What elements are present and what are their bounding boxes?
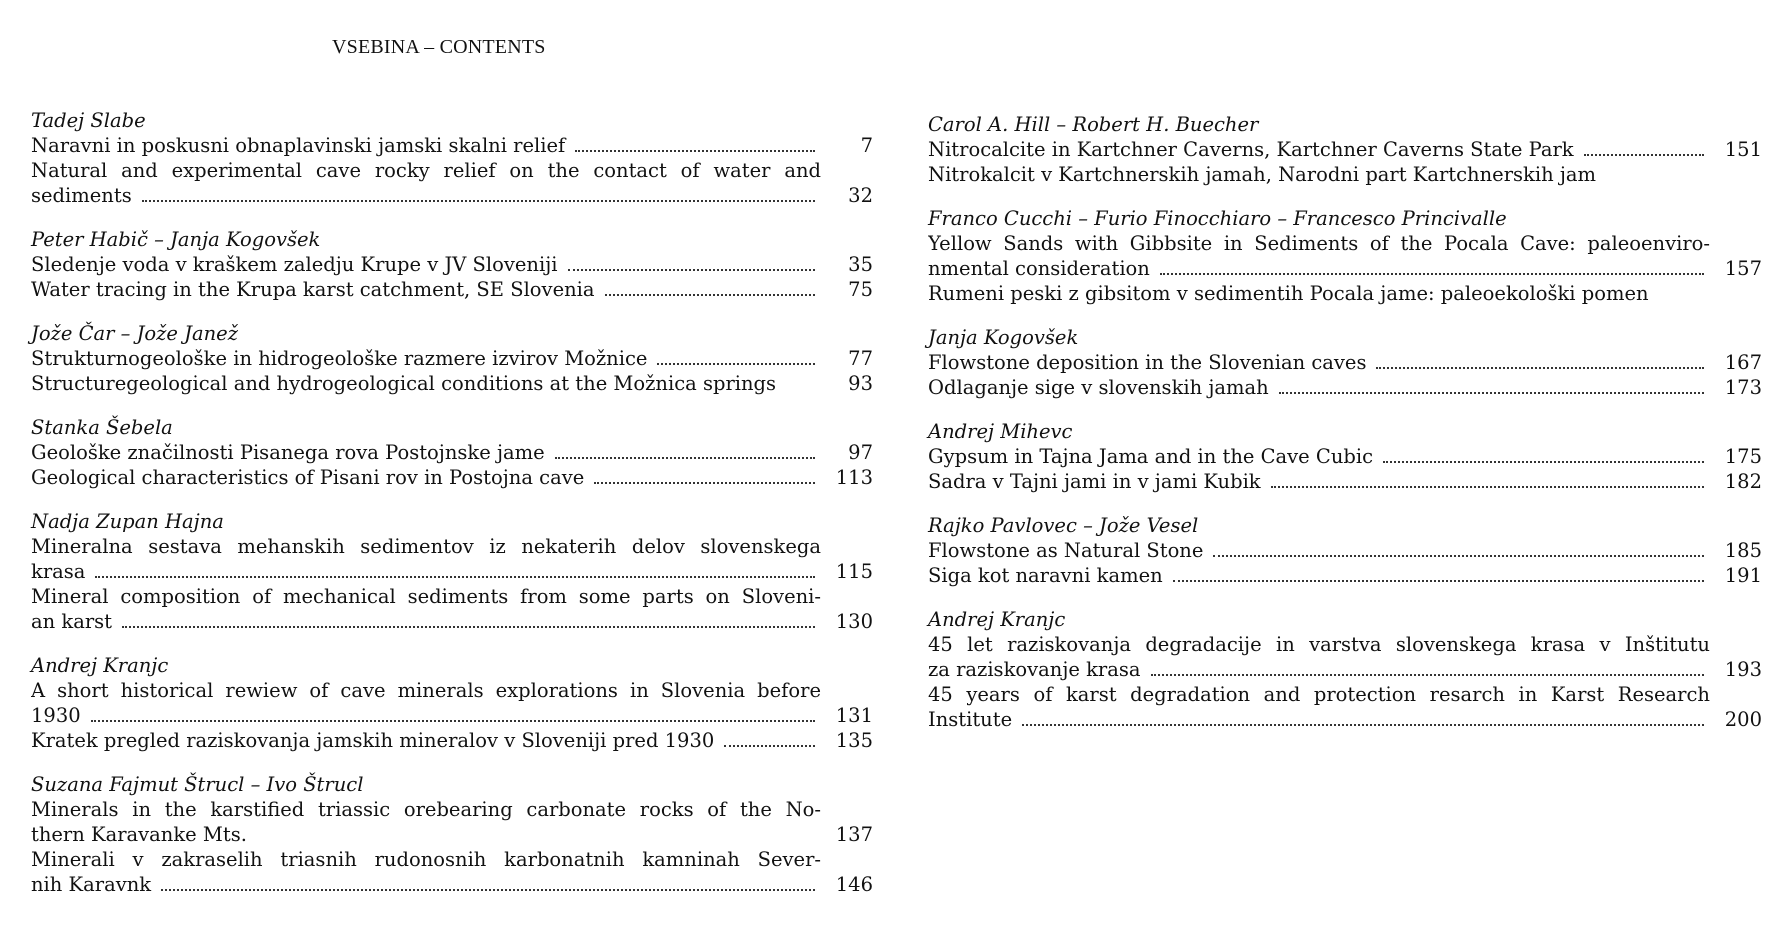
page-number: 130 — [835, 610, 873, 633]
page-number: 135 — [835, 729, 873, 752]
dot-leader — [724, 745, 815, 747]
entry-title-line: Natural and experimental cave rocky relief on the contact of water and — [31, 159, 821, 182]
page-title: VSEBINA – CONTENTS — [332, 36, 546, 58]
dot-leader — [1279, 392, 1704, 394]
entry-title-block — [31, 584, 821, 634]
author-names: Andrej Kranjc — [928, 608, 1066, 631]
entry-title-last-line — [928, 657, 1710, 682]
page-number: 32 — [848, 184, 873, 207]
entry-title: Odlaganje sige v slovenskih jamah — [928, 376, 1269, 399]
page-number: 185 — [1724, 539, 1762, 562]
author-names: Andrej Mihevc — [928, 420, 1073, 443]
toc-entry[interactable] — [31, 584, 873, 634]
entry-title-block — [31, 534, 821, 584]
page-number: 146 — [835, 873, 873, 896]
entry-title-block — [31, 133, 821, 158]
entry-title-last-line — [31, 465, 821, 490]
dot-leader — [1160, 273, 1704, 275]
page-number: 35 — [848, 253, 873, 276]
page-number: 193 — [1724, 658, 1762, 681]
entry-title: Gypsum in Tajna Jama and in the Cave Cubic — [928, 445, 1374, 468]
entry-title-block — [31, 440, 821, 465]
entry-title: Nitrokalcit v Kartchnerskih jamah, Narodni part Kartchnerskih jam — [928, 163, 1597, 186]
toc-section — [928, 607, 1762, 732]
dot-leader — [1584, 154, 1704, 156]
toc-section — [928, 206, 1762, 306]
author-names: Janja Kogovšek — [928, 326, 1079, 349]
entry-title: Kratek pregled raziskovanja jamskih mineralov v Sloveniji pred 1930 — [31, 729, 715, 752]
toc-section — [31, 509, 873, 634]
author-names: Tadej Slabe — [31, 109, 146, 132]
author-names: Stanka Šebela — [31, 416, 173, 439]
entry-title-last-line — [31, 183, 821, 208]
entry-title-last-line — [31, 133, 821, 158]
entry-title-last-line — [928, 375, 1710, 400]
dot-leader — [122, 626, 815, 628]
toc-entry[interactable] — [928, 375, 1762, 400]
entry-title-last-line — [31, 559, 821, 584]
entry-title-last-line — [928, 707, 1710, 732]
entry-title: nmental consideration — [928, 257, 1150, 280]
toc-entry[interactable] — [31, 797, 873, 847]
page-number: 115 — [835, 560, 873, 583]
entry-title-last-line — [928, 444, 1710, 469]
toc-section — [31, 653, 873, 753]
toc-entry[interactable] — [928, 682, 1762, 732]
entry-title: Institute — [928, 708, 1013, 731]
entry-title: Geološke značilnosti Pisanega rova Postojnske jame — [31, 441, 545, 464]
author-names: Franco Cucchi – Furio Finocchiaro – Francesco Princivalle — [928, 207, 1507, 230]
toc-entry[interactable] — [31, 440, 873, 465]
entry-title: an karst — [31, 610, 112, 633]
toc-entry[interactable] — [928, 444, 1762, 469]
dot-leader — [1151, 674, 1704, 676]
entry-title-block — [31, 252, 821, 277]
toc-entry[interactable] — [31, 158, 873, 208]
dot-leader — [1271, 486, 1704, 488]
entry-title-block — [928, 350, 1710, 375]
entry-title-block — [928, 632, 1710, 682]
entry-title-block — [31, 346, 821, 371]
entry-title: Structuregeological and hydrogeological conditions at the Možnica springs — [31, 372, 777, 395]
entry-title: thern Karavanke Mts. — [31, 823, 247, 846]
entry-title: Sadra v Tajni jami in v jami Kubik — [928, 470, 1261, 493]
entry-title-last-line — [31, 872, 821, 897]
toc-entry[interactable] — [31, 133, 873, 158]
contents-column-left — [31, 108, 873, 916]
entry-title-line: A short historical rewiew of cave minerals explorations in Slovenia before — [31, 679, 821, 702]
author-names: Jože Čar – Jože Janež — [31, 322, 238, 345]
entry-title: Flowstone as Natural Stone — [928, 539, 1204, 562]
entry-title-last-line — [928, 563, 1710, 588]
entry-title-last-line — [928, 162, 1710, 187]
dot-leader — [605, 294, 815, 296]
page-number: 191 — [1724, 564, 1762, 587]
dot-leader — [657, 363, 815, 365]
entry-title-last-line — [31, 822, 821, 847]
entry-title-last-line — [928, 281, 1710, 306]
dot-leader — [594, 482, 815, 484]
entry-title-block — [928, 682, 1710, 732]
entry-title-block — [928, 444, 1710, 469]
entry-title: Sledenje voda v kraškem zaledju Krupe v JV Sloveniji — [31, 253, 558, 276]
entry-title-last-line — [31, 703, 821, 728]
toc-section — [31, 108, 873, 208]
author-names: Carol A. Hill – Robert H. Buecher — [928, 113, 1259, 136]
page-number: 137 — [835, 823, 873, 846]
toc-entry[interactable] — [31, 534, 873, 584]
toc-entry[interactable] — [928, 632, 1762, 682]
dot-leader — [1022, 724, 1704, 726]
entry-title-block — [928, 231, 1710, 281]
page-number: 200 — [1724, 708, 1762, 731]
author-names: Rajko Pavlovec – Jože Vesel — [928, 514, 1199, 537]
entry-title: 1930 — [31, 704, 81, 727]
entry-title-block — [31, 465, 821, 490]
entry-title-last-line — [31, 277, 821, 302]
dot-leader — [1376, 367, 1704, 369]
page-number: 77 — [848, 347, 873, 370]
toc-entry[interactable] — [928, 350, 1762, 375]
dot-leader — [1173, 580, 1704, 582]
entry-title-block — [928, 375, 1710, 400]
entry-title-block — [31, 728, 821, 753]
contents-column-right — [928, 108, 1762, 751]
entry-title: Geological characteristics of Pisani rov in Postojna cave — [31, 466, 585, 489]
page-number: 151 — [1724, 138, 1762, 161]
entry-title-last-line — [928, 137, 1710, 162]
entry-title-last-line — [31, 609, 821, 634]
toc-entry[interactable] — [31, 847, 873, 897]
author-names: Nadja Zupan Hajna — [31, 510, 224, 533]
entry-title-block — [31, 678, 821, 728]
entry-title: za raziskovanje krasa — [928, 658, 1141, 681]
entry-title-last-line — [31, 440, 821, 465]
dot-leader — [1213, 555, 1704, 557]
page-number: 7 — [860, 134, 873, 157]
entry-title: Nitrocalcite in Kartchner Caverns, Kartchner Caverns State Park — [928, 138, 1574, 161]
entry-title-block — [928, 281, 1710, 306]
entry-title: Strukturnogeološke in hidrogeološke razmere izvirov Možnice — [31, 347, 648, 370]
toc-entry[interactable] — [31, 465, 873, 490]
dot-leader — [568, 269, 815, 271]
toc-entry[interactable] — [31, 678, 873, 728]
entry-title-block — [31, 277, 821, 302]
toc-section — [928, 419, 1762, 494]
page-number: 93 — [848, 372, 873, 395]
page-number: 173 — [1724, 376, 1762, 399]
toc-entry[interactable] — [31, 728, 873, 753]
toc-entry[interactable] — [928, 538, 1762, 563]
dot-leader — [161, 889, 815, 891]
toc-section — [31, 321, 873, 396]
author-names: Peter Habič – Janja Kogovšek — [31, 228, 321, 251]
toc-entry[interactable] — [31, 371, 873, 396]
entry-title-block — [31, 371, 821, 396]
entry-title-last-line — [928, 350, 1710, 375]
entry-title: Water tracing in the Krupa karst catchment, SE Slovenia — [31, 278, 595, 301]
entry-title: Naravni in poskusni obnaplavinski jamski skalni relief — [31, 134, 566, 157]
toc-section — [31, 772, 873, 897]
toc-section — [928, 325, 1762, 400]
page-number: 182 — [1724, 470, 1762, 493]
toc-entry[interactable] — [928, 563, 1762, 588]
entry-title: nih Karavnk — [31, 873, 152, 896]
toc-entry[interactable] — [928, 231, 1762, 281]
entry-title-line: 45 let raziskovanja degradacije in varstva slovenskega krasa v Inštitutu — [928, 633, 1710, 656]
entry-title-line: Yellow Sands with Gibbsite in Sediments of the Pocala Cave: paleoenviro- — [928, 232, 1710, 255]
entry-title: Flowstone deposition in the Slovenian caves — [928, 351, 1367, 374]
entry-title: Siga kot naravni kamen — [928, 564, 1163, 587]
page-number: 167 — [1724, 351, 1762, 374]
entry-title-last-line — [31, 346, 821, 371]
dot-leader — [555, 457, 815, 459]
toc-entry[interactable] — [31, 346, 873, 371]
dot-leader — [575, 150, 815, 152]
entry-title: Rumeni peski z gibsitom v sedimentih Pocala jame: paleoekološki pomen — [928, 282, 1649, 305]
toc-entry[interactable] — [928, 281, 1762, 306]
toc-entry[interactable] — [928, 469, 1762, 494]
dot-leader — [91, 720, 815, 722]
toc-entry[interactable] — [928, 162, 1762, 187]
entry-title-last-line — [31, 728, 821, 753]
author-names: Andrej Kranjc — [31, 654, 169, 677]
entry-title-block — [928, 538, 1710, 563]
toc-section — [928, 112, 1762, 187]
dot-leader — [95, 576, 815, 578]
entry-title-block — [31, 158, 821, 208]
entry-title-last-line — [31, 252, 821, 277]
entry-title-block — [928, 162, 1710, 187]
page-number: 75 — [848, 278, 873, 301]
toc-section — [31, 227, 873, 302]
entry-title-last-line — [928, 256, 1710, 281]
entry-title-line: Minerali v zakraselih triasnih rudonosnih karbonatnih kamninah Sever- — [31, 848, 821, 871]
entry-title-line: Mineralna sestava mehanskih sedimentov iz nekaterih delov slovenskega — [31, 535, 821, 558]
page-number: 157 — [1724, 257, 1762, 280]
page-number: 97 — [848, 441, 873, 464]
entry-title-block — [928, 563, 1710, 588]
entry-title-block — [928, 469, 1710, 494]
toc-entry[interactable] — [31, 277, 873, 302]
dot-leader — [142, 200, 815, 202]
entry-title: krasa — [31, 560, 86, 583]
toc-entry[interactable] — [31, 252, 873, 277]
entry-title-block — [31, 797, 821, 847]
page-number: 175 — [1724, 445, 1762, 468]
page-number: 131 — [835, 704, 873, 727]
dot-leader — [1383, 461, 1704, 463]
entry-title: sediments — [31, 184, 132, 207]
toc-section — [31, 415, 873, 490]
author-names: Suzana Fajmut Štrucl – Ivo Štrucl — [31, 773, 364, 796]
toc-entry[interactable] — [928, 137, 1762, 162]
entry-title-last-line — [928, 538, 1710, 563]
entry-title-block — [31, 847, 821, 897]
entry-title-block — [928, 137, 1710, 162]
toc-section — [928, 513, 1762, 588]
page-number: 113 — [835, 466, 873, 489]
entry-title-line: Mineral composition of mechanical sediments from some parts on Sloveni- — [31, 585, 821, 608]
entry-title-line: 45 years of karst degradation and protection resarch in Karst Research — [928, 683, 1710, 706]
entry-title-line: Minerals in the karstified triassic orebearing carbonate rocks of the No- — [31, 798, 821, 821]
entry-title-last-line — [928, 469, 1710, 494]
entry-title-last-line — [31, 371, 821, 396]
